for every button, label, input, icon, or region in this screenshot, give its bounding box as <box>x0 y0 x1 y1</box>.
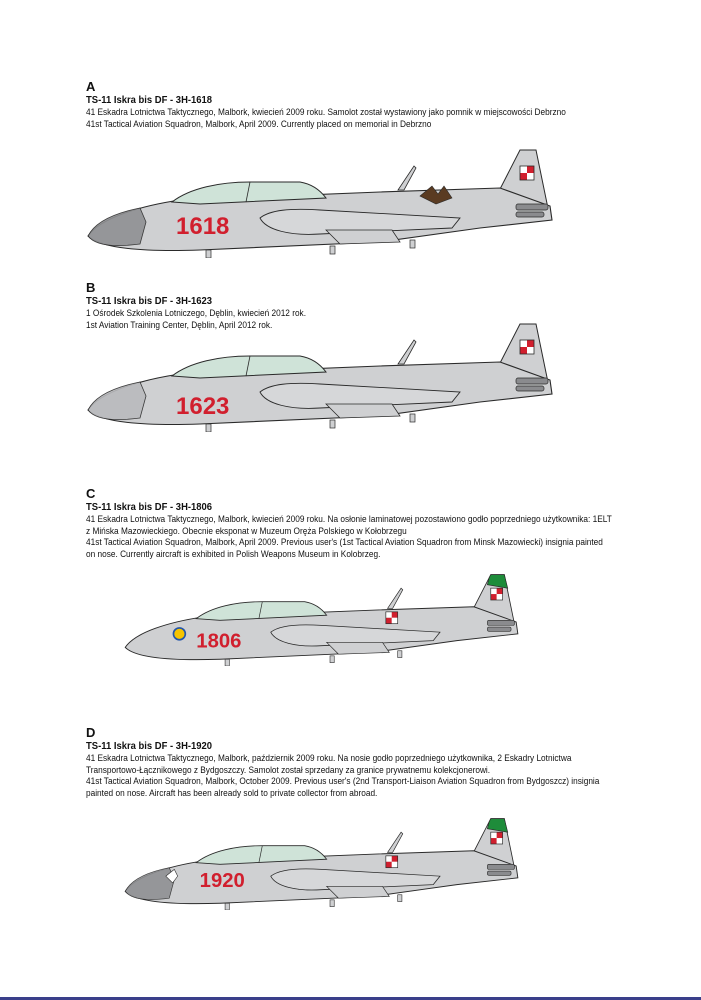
landing-gear <box>330 246 335 254</box>
exhaust-pipe <box>516 378 548 384</box>
section-description-line: 41st Tactical Aviation Squadron, Malbork, April 2009. Previous user's (1st Tactical Aviation Squadron from Minsk Mazowiecki) insignia painted <box>86 537 603 547</box>
landing-gear <box>206 250 211 258</box>
tail-roundel <box>491 832 503 844</box>
section-description-line: 1st Aviation Training Center, Dęblin, April 2012 rok. <box>86 319 273 330</box>
exhaust-pipe <box>487 871 511 875</box>
nose-cone <box>88 382 146 420</box>
antenna <box>398 340 416 364</box>
section-description-line: painted on nose. Aircraft has been already sold to private collector from abroad. <box>86 787 378 798</box>
serial-number: 1806 <box>196 630 242 653</box>
section-letter: C <box>86 486 96 501</box>
serial-number: 1618 <box>176 213 230 240</box>
antenna <box>398 166 416 190</box>
section-description-line: 41 Eskadra Lotnictwa Taktycznego, Malbork, październik 2009 roku. Na nosie godło poprzedniego użytkownika, 2 Eskadry Lotnictwa <box>86 753 572 763</box>
landing-gear <box>398 895 402 902</box>
exhaust-pipe <box>487 620 514 625</box>
landing-gear <box>225 903 229 910</box>
tail-roundel <box>520 166 534 180</box>
section-description-line: 41 Eskadra Lotnictwa Taktycznego, Malbork, kwiecień 2009 roku. Na osłonie laminatowej pozostawiono godło poprzedniego użytkownika: 1ELT <box>86 514 612 524</box>
tail-roundel <box>491 588 503 600</box>
exhaust-pipe <box>516 204 548 210</box>
profile-section-a <box>86 80 666 130</box>
section-description-line: 1 Ośrodek Szkolenia Lotniczego, Dęblin, kwiecień 2012 rok. <box>86 308 307 318</box>
landing-gear <box>330 900 334 907</box>
exhaust-pipe <box>516 386 544 391</box>
section-letter: B <box>86 280 96 295</box>
antenna <box>388 832 403 852</box>
nose-cone <box>125 868 174 900</box>
serial-number: 1623 <box>176 393 230 420</box>
landing-gear <box>225 659 229 666</box>
serial-number: 1920 <box>199 870 245 893</box>
aircraft-profile-d <box>80 800 580 910</box>
aircraft-profile-b <box>80 322 580 432</box>
section-title: TS-11 Iskra bis DF - 3H-1623 <box>86 295 213 307</box>
section-title: TS-11 Iskra bis DF - 3H-1920 <box>86 740 213 752</box>
fuselage-roundel <box>386 612 398 624</box>
landing-gear <box>330 656 334 663</box>
landing-gear <box>410 414 415 422</box>
landing-gear <box>206 424 211 432</box>
section-description-line: z Mińska Mazowieckiego. Obecnie eksponat w Muzeum Oręża Polskiego w Kołobrzegu <box>86 525 407 536</box>
aircraft-profile-a <box>80 148 580 258</box>
profile-section-c <box>86 487 666 560</box>
aircraft-profile-c <box>80 556 580 666</box>
section-description-line: 41st Tactical Aviation Squadron, Malbork, April 2009. Currently placed on memorial in Debrzno <box>86 118 432 129</box>
exhaust-pipe <box>487 627 511 631</box>
profile-section-d <box>86 726 666 799</box>
exhaust-pipe <box>487 864 514 869</box>
section-letter: A <box>86 79 96 94</box>
landing-gear <box>398 651 402 658</box>
section-description-line: 41st Tactical Aviation Squadron, Malbork, October 2009. Previous user's (2nd Transport-Liaison Aviation Squadron from Bydgoszcz) insignia <box>86 776 600 786</box>
antenna <box>388 588 403 608</box>
section-letter: D <box>86 725 96 740</box>
fuselage-roundel <box>386 856 398 868</box>
section-description-line: Transportowo-Łącznikowego z Bydgoszczy. Samolot został sprzedany za granice prywatnemu kolekcjonerowi. <box>86 764 491 775</box>
section-description-line: 41 Eskadra Lotnictwa Taktycznego, Malbork, kwiecień 2009 roku. Samolot został wystawiony jako pomnik w miejscowości Debrzno <box>86 107 566 117</box>
landing-gear <box>330 420 335 428</box>
landing-gear <box>410 240 415 248</box>
tail-roundel <box>520 340 534 354</box>
nose-cone <box>88 208 146 246</box>
section-title: TS-11 Iskra bis DF - 3H-1806 <box>86 501 213 513</box>
exhaust-pipe <box>516 212 544 217</box>
nose-emblem <box>173 628 185 640</box>
section-description-line: on nose. Currently aircraft is exhibited in Polish Weapons Museum in Kolobrzeg. <box>86 548 381 559</box>
section-title: TS-11 Iskra bis DF - 3H-1618 <box>86 94 213 106</box>
